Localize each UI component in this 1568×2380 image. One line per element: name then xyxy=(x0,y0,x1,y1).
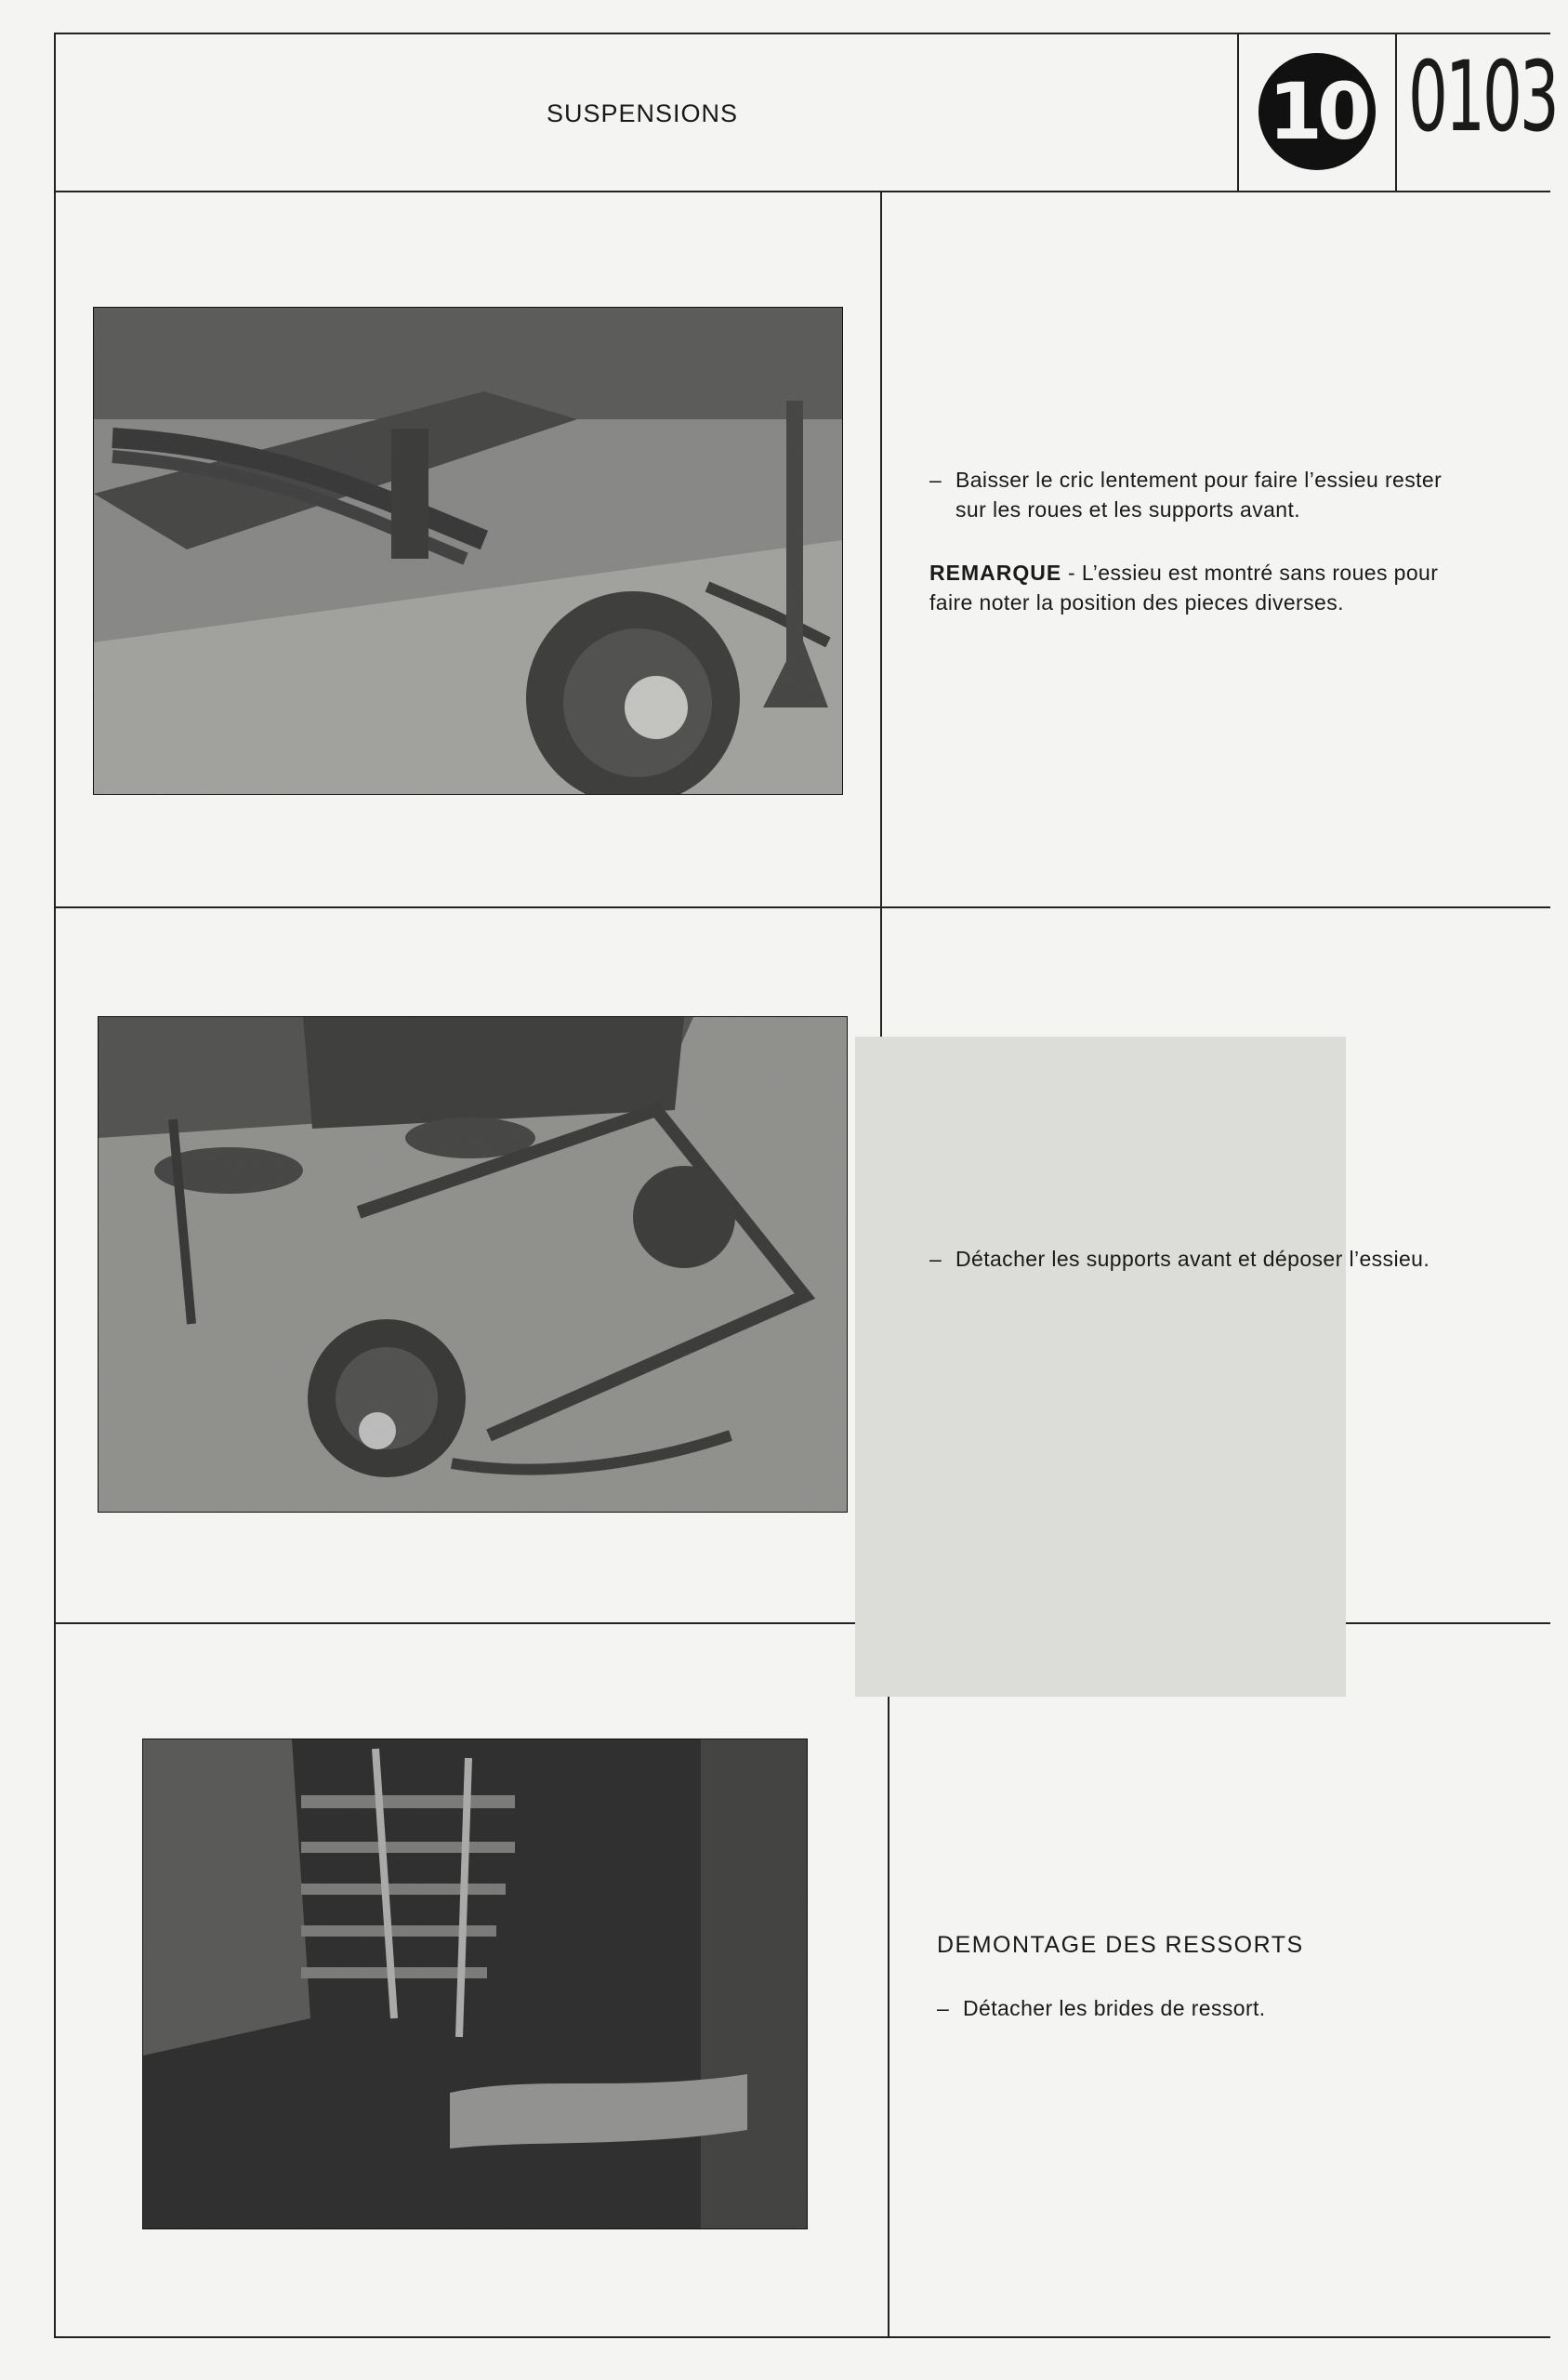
step-detach-supports xyxy=(929,1244,1430,1274)
remark-label: REMARQUE xyxy=(929,561,1062,585)
page-title: SUSPENSIONS xyxy=(547,99,739,127)
bleed-through-shadow xyxy=(855,1037,1346,1697)
row-divider xyxy=(54,906,1550,908)
axle-removed-photo xyxy=(98,1016,848,1513)
step-text: Détacher les brides de ressort. xyxy=(963,1996,1266,2020)
chapter-badge: 10 xyxy=(1258,53,1376,170)
rear-axle-on-stands-photo xyxy=(93,307,843,795)
step-line xyxy=(929,495,1442,524)
chapter-badge-cell xyxy=(1237,33,1397,192)
page-number: 0103 xyxy=(1408,40,1557,153)
step-text: Baisser le cric lentement pour faire l’essieu rester xyxy=(955,468,1443,492)
dash-bullet: – xyxy=(929,468,942,492)
step-text: sur les roues et les supports avant. xyxy=(955,497,1301,522)
remark-text: faire noter la position des pieces diverses. xyxy=(929,590,1344,615)
section-title: DEMONTAGE DES RESSORTS xyxy=(937,1932,1304,1958)
step-detach-clamps xyxy=(937,1993,1266,2023)
step-text: Détacher les supports avant et déposer l’essieu. xyxy=(955,1247,1430,1271)
remark-note xyxy=(929,558,1438,617)
remark-line xyxy=(929,588,1438,617)
step-line xyxy=(937,1993,1266,2023)
spring-clamps-photo xyxy=(142,1739,808,2229)
step-line xyxy=(929,1244,1430,1274)
column-divider xyxy=(888,1622,889,2338)
step-lower-jack xyxy=(929,465,1442,524)
dash-bullet: – xyxy=(937,1996,950,2020)
remark-line xyxy=(929,558,1438,588)
remark-text: - L’essieu est montré sans roues pour xyxy=(1067,561,1439,585)
dash-bullet: – xyxy=(929,1247,942,1271)
step-line xyxy=(929,465,1442,495)
column-divider xyxy=(880,192,882,906)
